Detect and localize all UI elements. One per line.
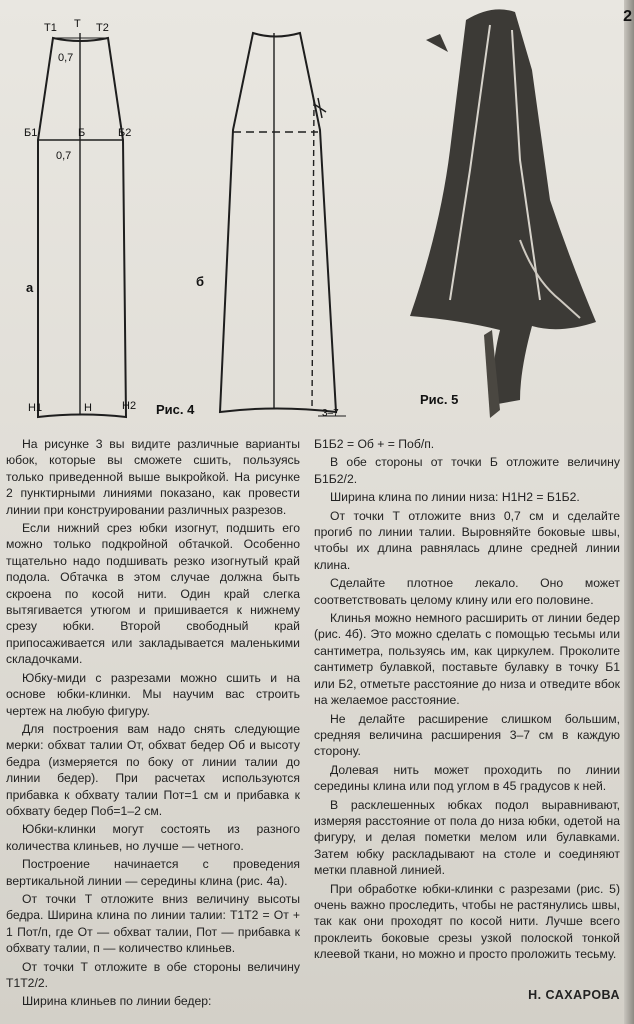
point-H-label: Н	[84, 402, 92, 414]
paragraph: Для построения вам надо снять следующие мерки: обхват талии От, обхват бедер Об и высоту бедра (измеряется по боку от линии талии до линии бедер). При расчетах используются прибавка к обхвату талии Пот=1 см и прибавка к обхвату бедер Поб=1–2 см.	[6, 721, 300, 818]
figures-area	[0, 0, 634, 430]
point-T1-label: Т1	[44, 22, 57, 34]
paragraph: В обе стороны от точки Б отложите величину Б1Б2/2.	[314, 455, 620, 486]
flare-dim-label: 3–7	[322, 408, 339, 419]
author-signature: Н. САХАРОВА	[528, 988, 620, 1002]
dim-hip-label: 0,7	[56, 150, 72, 162]
left-text-column	[6, 436, 300, 1012]
paragraph: На рисунке 3 вы видите различные варианты юбок, которые вы сможете сшить, пользуясь только приведенной выше выкройкой. На рисунке 2 пунктирными линиями показано, как провести линии при конструировании различных разрезов.	[6, 437, 300, 517]
paragraph: От точки Т отложите вниз 0,7 см и сделайте прогиб по линии талии. Выровняйте боковые швы, чтобы их длина равнялась длине средней линии клина.	[314, 508, 620, 572]
fig5-hand	[426, 34, 448, 52]
paragraph: Юбки-клинки могут состоять из разного количества клиньев, но лучше — четного.	[6, 822, 300, 853]
fig4a-sublabel: а	[26, 280, 34, 295]
paragraph: Сделайте плотное лекало. Оно может соответствовать целому клину или его половине.	[314, 576, 620, 607]
paragraph: Если нижний срез юбки изогнут, подшить его можно только подкройной обтачкой. Особенно тщательно надо подшивать резко изогнутый край подола. Обтачка в этом случае должна быть скроена по косой нити. Один край слегка вытягивается утюгом и пришивается к нижнему срезу юбки. Второй свободный край припосаживается или закладывается маленькими складочками.	[6, 521, 300, 667]
fig4a-outline	[38, 38, 126, 417]
right-text-column	[314, 436, 620, 965]
fig4a-pattern	[38, 33, 126, 417]
paragraph: Долевая нить может проходить по линии середины клина или под углом в 45 градусов к ней.	[314, 762, 620, 794]
paragraph: При обработке юбки-клинки с разрезами (рис. 5) очень важно проследить, чтобы не растянулись швы, так как они проходят по косой нити. Лучше всего проклеить боковые срезы узкой полоской тонкой клеевой ткани, но можно и просто проложить тесьму.	[314, 881, 620, 962]
fig5-caption: Рис. 5	[420, 392, 459, 407]
paragraph: Ширина клина по линии низа: Н1Н2 = Б1Б2.	[330, 490, 580, 505]
paragraph: Б1Б2 = Об + = Поб/п.	[314, 437, 435, 451]
paragraph: В расклешенных юбках подол выравнивают, измеряя расстояние от пола до низа юбки, одетой на фигуру, и делая пометки мелом или булавками. Затем юбку раскладывают на столе и соединяют метки плавной линией.	[314, 797, 620, 878]
fig5-skirt-illustration	[410, 9, 596, 418]
fig4-caption: Рис. 4	[156, 402, 195, 417]
paragraph: Юбку-миди с разрезами можно сшить и на основе юбки-клинки. Мы научим вас строить чертеж на любую фигуру.	[6, 670, 300, 718]
fig4b-outline	[220, 33, 336, 412]
dim-top-label: 0,7	[58, 52, 74, 64]
fig4b-flare-line	[312, 100, 314, 410]
paragraph: От точки Т отложите вниз величину высоты бедра. Ширина клина по линии талии: Т1Т2 = От + 1 Пот/п, где От — обхват талии, Пот — прибавка к обхвату талии, п — количество клиньев.	[6, 891, 300, 956]
fig4b-pattern	[220, 33, 346, 416]
point-B2-label: Б2	[118, 127, 132, 139]
point-T-label: Т	[74, 18, 81, 30]
paragraph: Клинья можно немного расширить от линии бедер (рис. 4б). Это можно сделать с помощью тесьмы или сантиметра, пользуясь им, как циркулем. Проколите сантиметр булавкой, поставьте булавку в точку Б1 или Б2, отметьте расстояние до низа и отведите вбок на желаемое расстояние.	[314, 611, 620, 708]
fig5-skirt-body	[410, 9, 596, 405]
point-B-label: Б	[78, 127, 86, 139]
paragraph: Ширина клиньев по линии бедер:	[22, 994, 212, 1009]
paragraph: Построение начинается с проведения вертикальной линии — середины клина (рис. 4а).	[6, 857, 300, 888]
fig4b-sublabel: б	[196, 274, 205, 289]
point-H1-label: Н1	[28, 402, 43, 414]
point-H2-label: Н2	[122, 400, 137, 412]
point-T2-label: Т2	[96, 22, 109, 34]
paragraph: Не делайте расширение слишком большим, средняя величина расширения 3–7 см в каждую сторону.	[314, 711, 620, 759]
page-number: 2	[623, 8, 632, 25]
point-B1-label: Б1	[24, 127, 38, 139]
paragraph: От точки Т отложите в обе стороны величину Т1Т2/2.	[6, 959, 300, 990]
